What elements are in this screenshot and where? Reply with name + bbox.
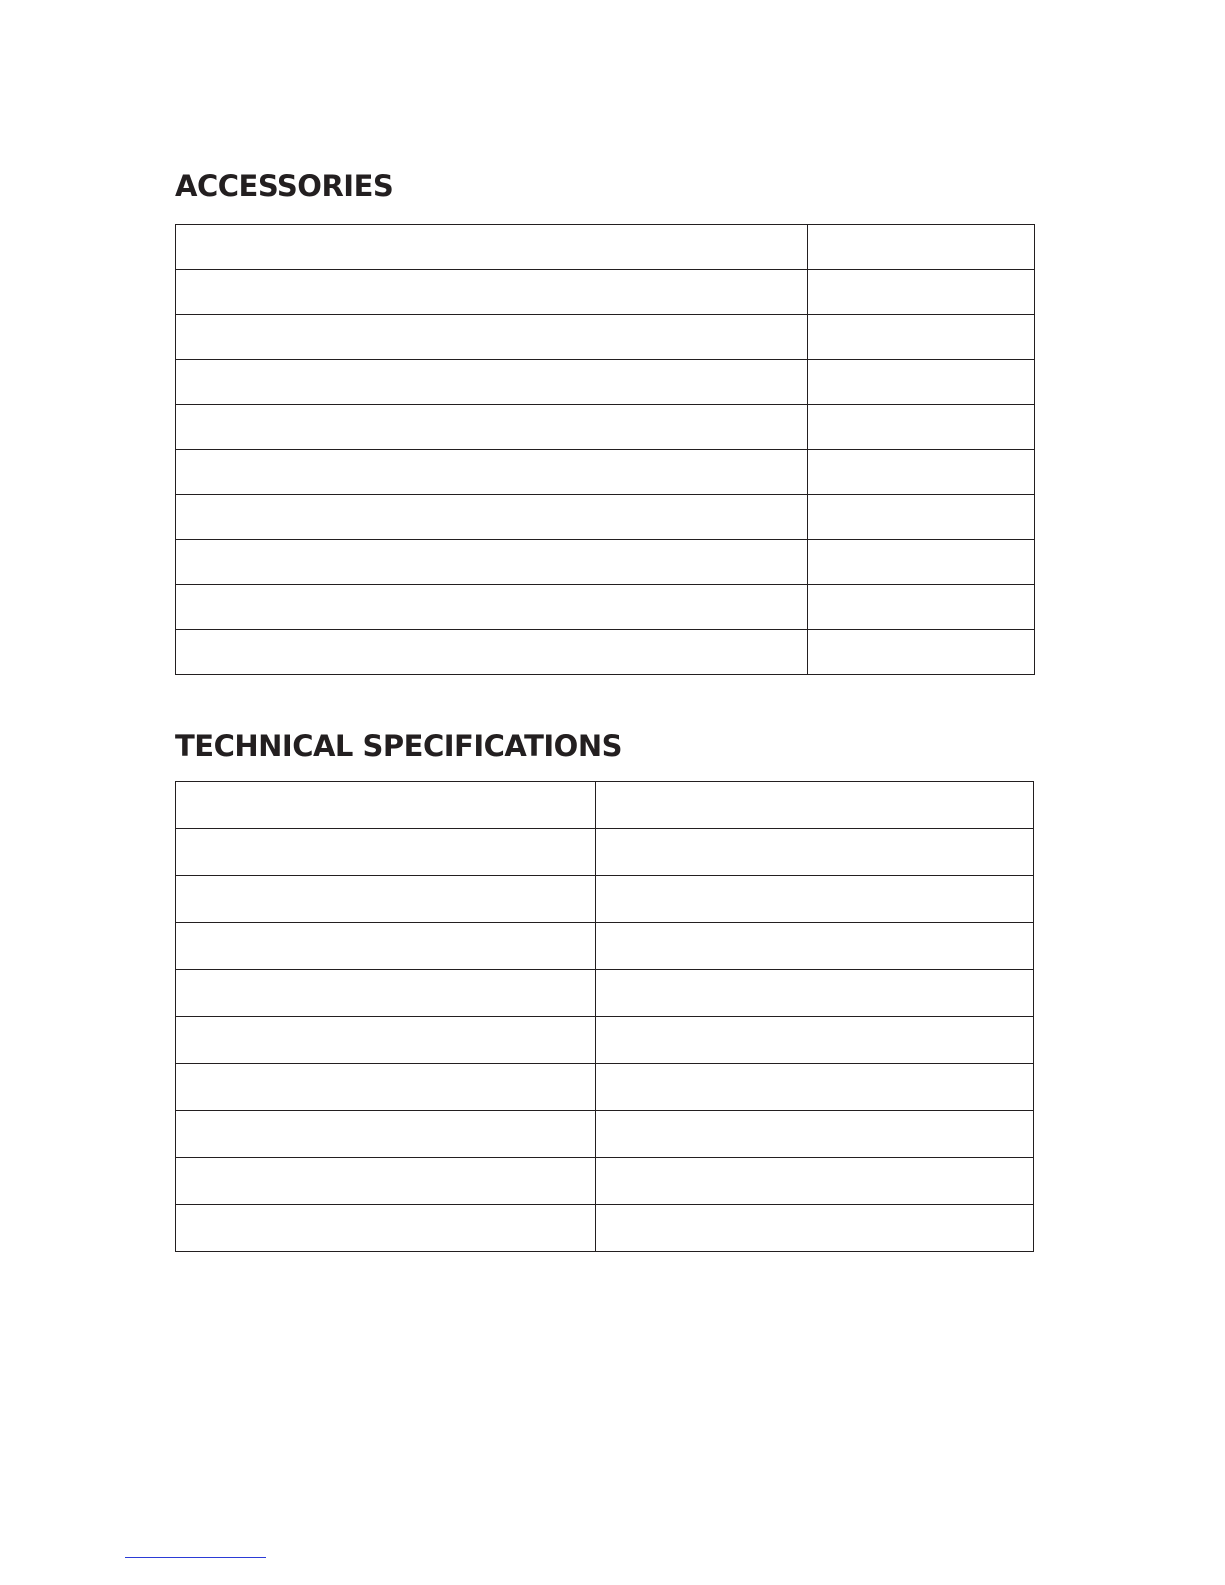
table-row: [176, 585, 1035, 630]
table-row: [176, 782, 1034, 829]
accessory-name-cell: [176, 360, 808, 405]
spec-label-cell: [176, 970, 596, 1017]
table-row: [176, 970, 1034, 1017]
accessory-qty-cell: [808, 630, 1035, 675]
accessory-name-cell: [176, 225, 808, 270]
table-row: [176, 360, 1035, 405]
spec-value-cell: [596, 923, 1034, 970]
spec-value-cell: [596, 782, 1034, 829]
accessory-name-cell: [176, 585, 808, 630]
accessory-qty-cell: [808, 315, 1035, 360]
accessory-name-cell: [176, 630, 808, 675]
accessories-heading: ACCESSORIES: [175, 169, 394, 203]
accessory-qty-cell: [808, 495, 1035, 540]
spec-value-cell: [596, 1158, 1034, 1205]
table-row: [176, 923, 1034, 970]
accessory-qty-cell: [808, 585, 1035, 630]
spec-value-cell: [596, 1205, 1034, 1252]
accessory-name-cell: [176, 315, 808, 360]
accessories-table: [175, 224, 1035, 675]
technical-specifications-table: [175, 781, 1034, 1252]
table-row: [176, 1205, 1034, 1252]
spec-value-cell: [596, 1064, 1034, 1111]
table-row: [176, 1064, 1034, 1111]
spec-label-cell: [176, 1158, 596, 1205]
accessory-name-cell: [176, 405, 808, 450]
table-row: [176, 225, 1035, 270]
spec-label-cell: [176, 876, 596, 923]
table-row: [176, 1158, 1034, 1205]
spec-label-cell: [176, 782, 596, 829]
spec-value-cell: [596, 876, 1034, 923]
table-row: [176, 1111, 1034, 1158]
spec-value-cell: [596, 970, 1034, 1017]
table-row: [176, 315, 1035, 360]
table-row: [176, 540, 1035, 585]
accessory-name-cell: [176, 270, 808, 315]
accessory-qty-cell: [808, 225, 1035, 270]
technical-specifications-heading: TECHNICAL SPECIFICATIONS: [175, 729, 622, 763]
spec-label-cell: [176, 829, 596, 876]
spec-label-cell: [176, 1205, 596, 1252]
accessory-qty-cell: [808, 450, 1035, 495]
accessory-qty-cell: [808, 405, 1035, 450]
spec-value-cell: [596, 1111, 1034, 1158]
table-row: [176, 405, 1035, 450]
table-row: [176, 630, 1035, 675]
accessory-qty-cell: [808, 540, 1035, 585]
spec-value-cell: [596, 1017, 1034, 1064]
table-row: [176, 1017, 1034, 1064]
accessory-name-cell: [176, 450, 808, 495]
table-row: [176, 829, 1034, 876]
accessory-name-cell: [176, 495, 808, 540]
spec-label-cell: [176, 923, 596, 970]
table-row: [176, 495, 1035, 540]
table-row: [176, 450, 1035, 495]
spec-label-cell: [176, 1111, 596, 1158]
accessory-qty-cell: [808, 360, 1035, 405]
spec-label-cell: [176, 1064, 596, 1111]
accessory-name-cell: [176, 540, 808, 585]
spec-label-cell: [176, 1017, 596, 1064]
accessory-qty-cell: [808, 270, 1035, 315]
table-row: [176, 876, 1034, 923]
spec-value-cell: [596, 829, 1034, 876]
table-row: [176, 270, 1035, 315]
footer-link-underline[interactable]: [125, 1557, 266, 1558]
